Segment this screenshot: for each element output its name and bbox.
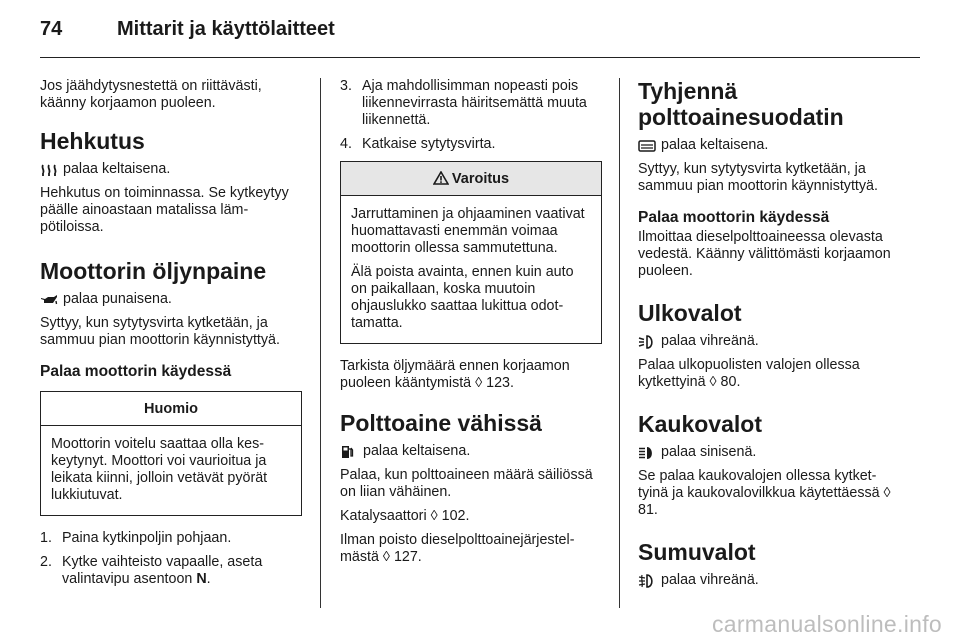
coolant-intro-text: Jos jäähdytysnestettä on riittävästi, käänny korjaamon puoleen.: [40, 78, 262, 111]
warning-title: Varoitus: [451, 171, 510, 187]
filter-indicator-text: palaa keltaisena.: [661, 137, 769, 153]
filter-running-subheading: Palaa moottorin käydessä: [638, 209, 830, 226]
warning-text-1: Jarruttaminen ja ohjaaminen vaativat huomattavasti enemmän voimaa moottorin ollessa sammutettuna.: [351, 206, 585, 256]
high-beam-indicator-line: [638, 444, 900, 461]
list-item: 4. Katkaise sytytysvirta.: [340, 136, 496, 152]
oil-indicator-text: palaa punaisena.: [63, 291, 172, 307]
notice-title: Huomio: [41, 392, 301, 426]
fuel-filter-heading: Tyhjennä polttoainesuodatin: [638, 78, 844, 130]
oil-can-icon: [40, 293, 58, 307]
exterior-indicator-line: [638, 333, 900, 350]
oil-indicator-line: [40, 291, 302, 308]
fog-indicator-line: [638, 572, 900, 589]
warning-triangle-icon: [433, 164, 449, 198]
oil-pressure-heading: Moottorin öljynpaine: [40, 258, 267, 284]
list-item: 1. Paina kytkinpoljin pohjaan.: [40, 530, 232, 546]
fog-light-icon: [638, 574, 656, 588]
list-item: 2. Kytke vaihteisto vapaalle, aseta valintavipu asentoon N.: [40, 554, 263, 587]
steps-list-2: [340, 78, 602, 153]
column-2: [340, 78, 602, 573]
list-item: 3. Aja mahdollisimman nopeasti pois liikennevirrasta häiritsemättä muuta liikennettä.: [340, 78, 587, 128]
oil-running-subheading: Palaa moottorin käydessä: [40, 363, 232, 380]
high-beam-heading: Kaukovalot: [638, 411, 762, 437]
glow-indicator-line: [40, 161, 302, 178]
filter-body: Syttyy, kun sytytysvirta kytketään, ja sammuu pian moottorin käynnistyttyä.: [638, 161, 878, 194]
check-oil-text: Tarkista öljymäärä ennen korjaamon puoleen kääntymistä ◊ 123.: [340, 358, 570, 391]
notice-box: [40, 391, 302, 516]
column-1: [40, 78, 302, 595]
fuel-filter-icon: [638, 139, 656, 153]
fuel-low-heading: Polttoaine vähissä: [340, 410, 542, 436]
glow-body: Hehkutus on toiminnassa. Se kytkeytyy päälle ainoastaan matalissa lämpötiloissa.: [40, 185, 289, 235]
steps-list-1: [40, 530, 302, 588]
exterior-body: Palaa ulkopuolisten valojen ollessa kytkettyinä ◊ 80.: [638, 357, 860, 390]
fuel-text-3: Ilman poisto dieselpolttoainejärjestelmästä ◊ 127.: [340, 532, 575, 565]
gear-position-n: N: [196, 571, 207, 587]
high-beam-icon: [638, 446, 656, 460]
column-divider-2: [619, 78, 620, 608]
exterior-light-icon: [638, 335, 656, 349]
warning-box: [340, 161, 602, 344]
glow-heading: Hehkutus: [40, 128, 145, 154]
glow-indicator-text: palaa keltaisena.: [63, 161, 171, 177]
filter-indicator-line: [638, 137, 900, 154]
column-3: [638, 78, 900, 596]
warning-text-2: Älä poista avainta, ennen kuin auto on paikallaan, koska muutoin ohjauslukko saattaa lukittua odottamatta.: [351, 264, 574, 331]
high-beam-body: Se palaa kaukovalojen ollessa kytkettyinä ja kaukovalovilkkua käytettäessä ◊ 81.: [638, 468, 891, 518]
fuel-text-2: Katalysaattori ◊ 102.: [340, 508, 470, 524]
notice-body: Moottorin voitelu saattaa olla keskeytynyt. Moottori voi vaurioitua ja leikata kiinni, jolloin vetävät pyörät lukkiutuvat.: [51, 436, 268, 503]
page-number: 74: [40, 18, 63, 40]
glow-plug-icon: [40, 163, 58, 177]
fog-lights-heading: Sumuvalot: [638, 539, 756, 565]
fuel-indicator-line: [340, 443, 602, 460]
exterior-indicator-text: palaa vihreänä.: [661, 333, 759, 349]
page-header: [40, 18, 920, 58]
column-divider-1: [320, 78, 321, 608]
warning-header: [341, 162, 601, 196]
fog-indicator-text: palaa vihreänä.: [661, 572, 759, 588]
fuel-indicator-text: palaa keltaisena.: [363, 443, 471, 459]
watermark: carmanualsonline.info: [711, 611, 942, 637]
exterior-lights-heading: Ulkovalot: [638, 300, 742, 326]
filter-running-body: Ilmoittaa dieselpolttoaineessa olevasta vedestä. Käänny välittömästi korjaamon puoleen.: [638, 229, 891, 279]
oil-body: Syttyy, kun sytytysvirta kytketään, ja sammuu pian moottorin käynnistyttyä.: [40, 315, 280, 348]
fuel-pump-icon: [340, 445, 358, 459]
fuel-text-1: Palaa, kun polttoaineen määrä säiliössä on liian vähäinen.: [340, 467, 593, 500]
high-beam-indicator-text: palaa sinisenä.: [661, 444, 757, 460]
chapter-title: Mittarit ja käyttölaitteet: [117, 18, 335, 40]
